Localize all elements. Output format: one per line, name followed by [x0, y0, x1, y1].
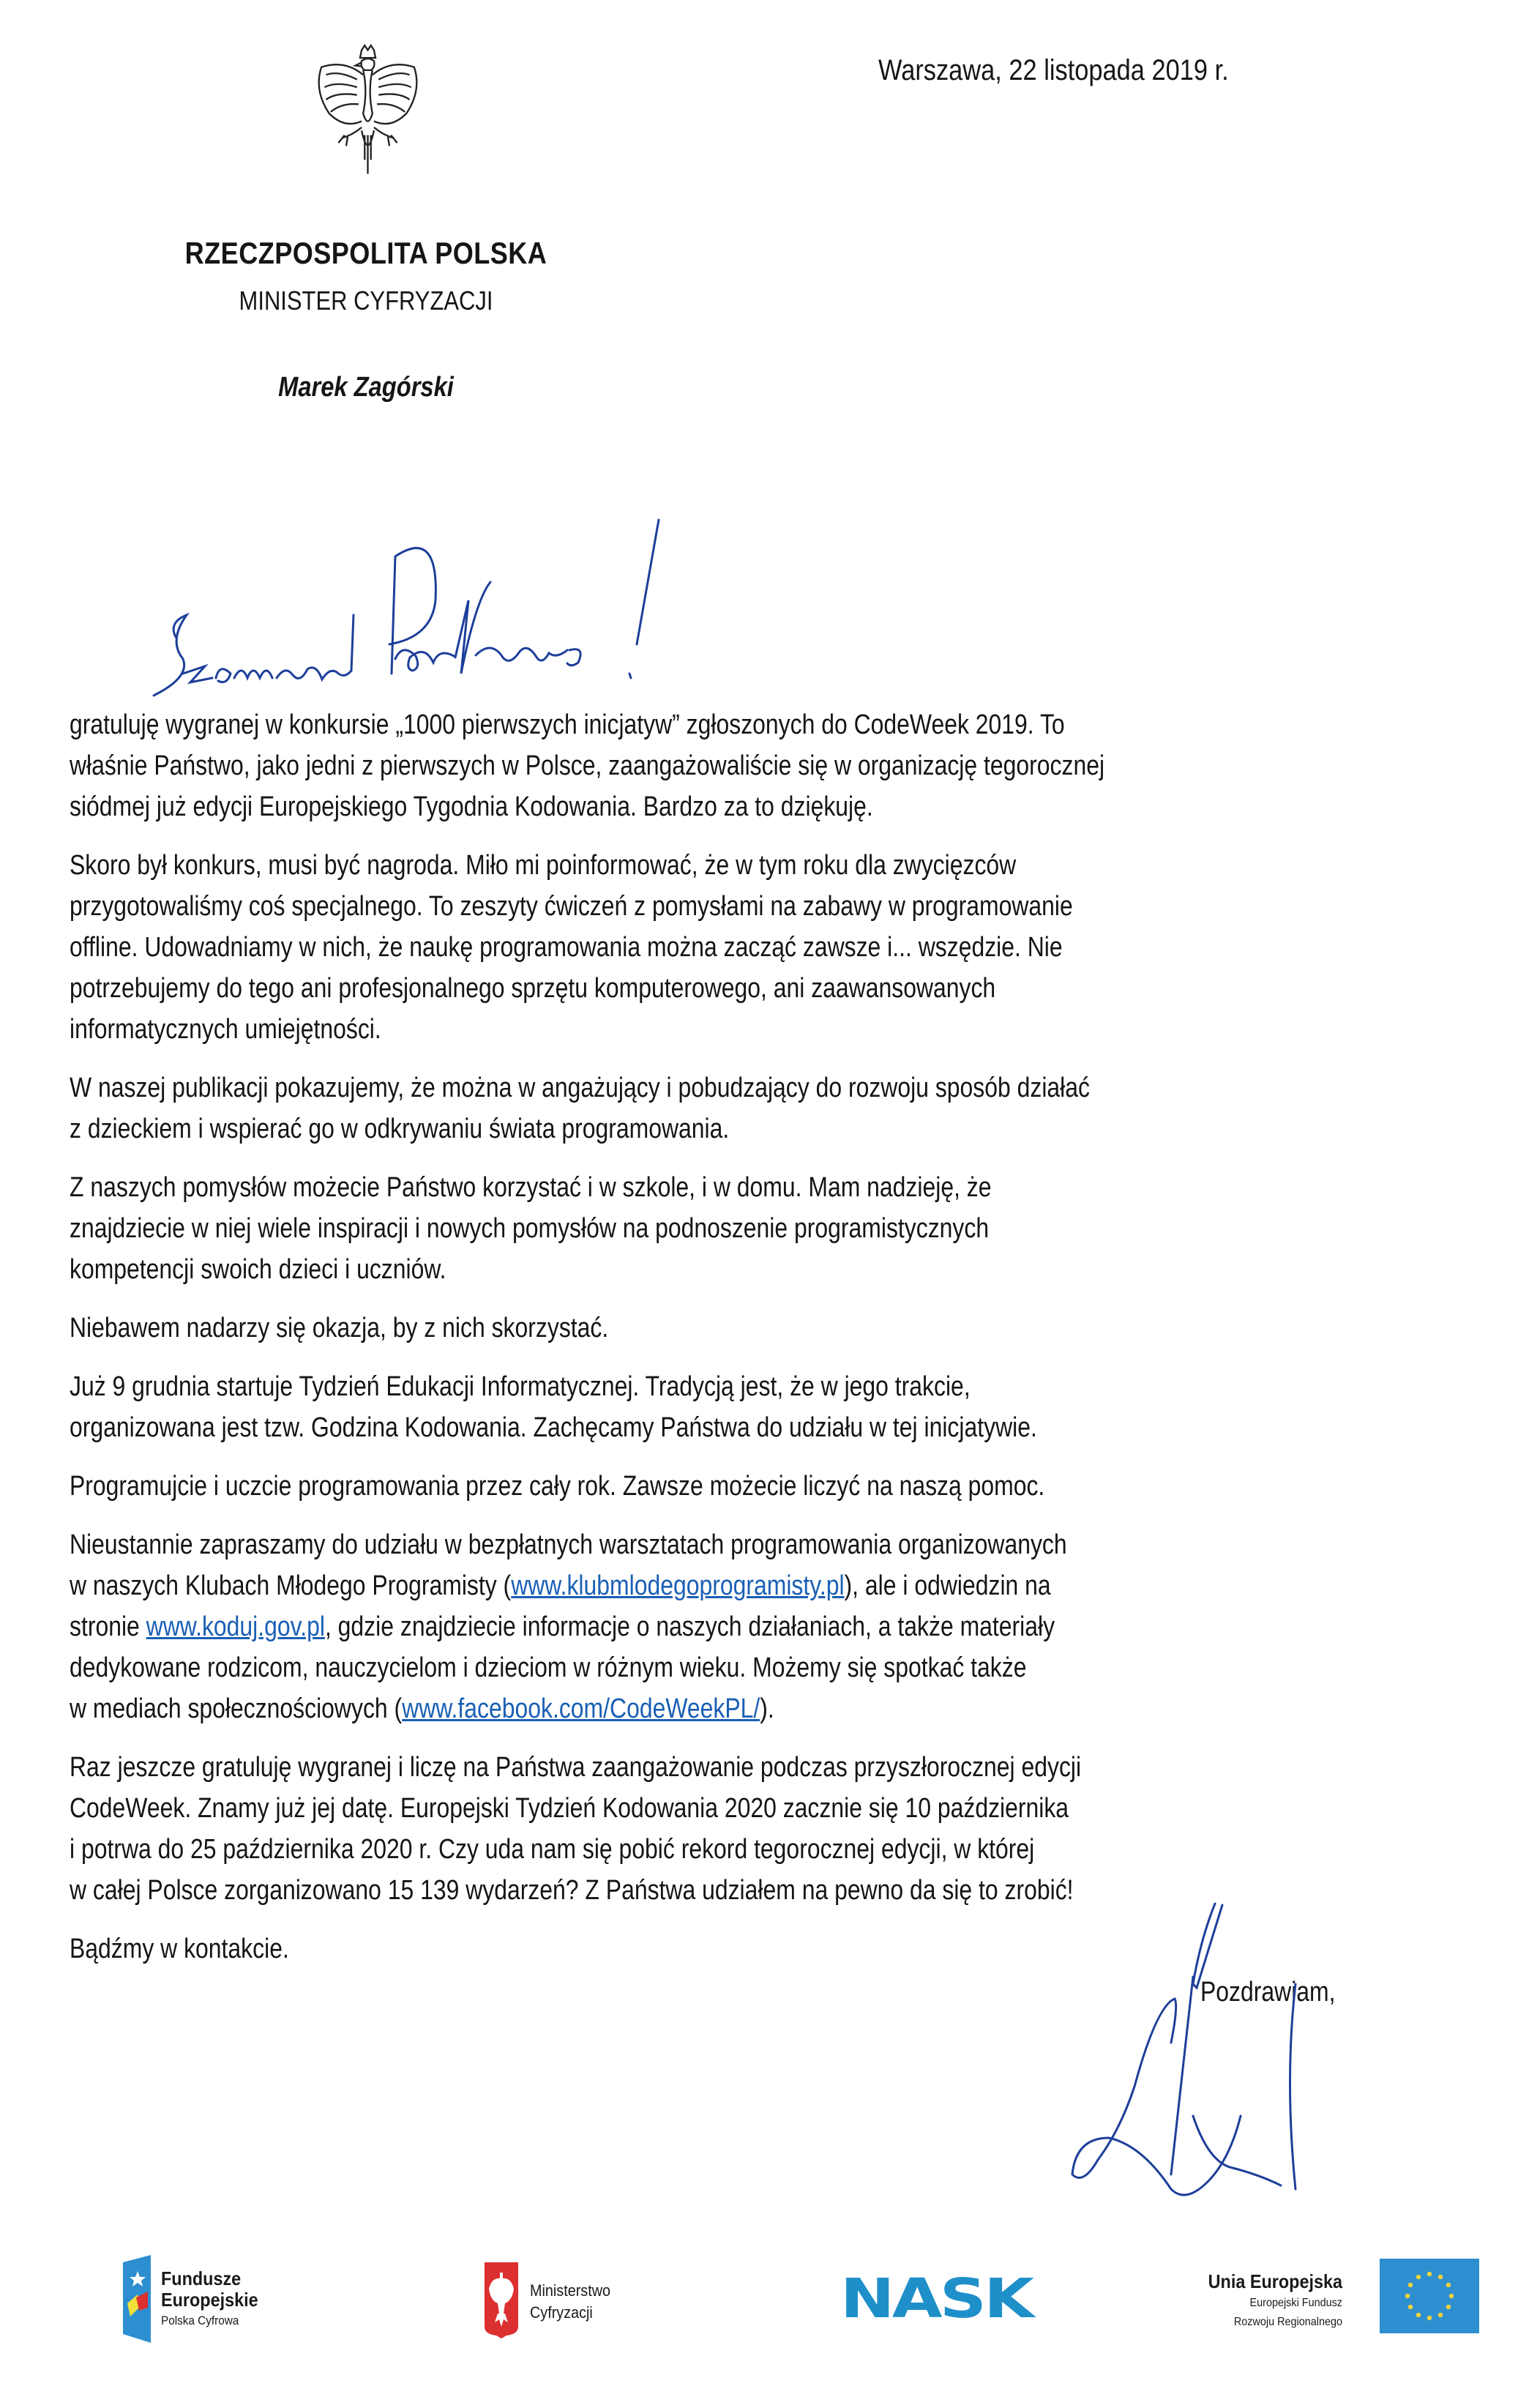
body-line: Raz jeszcze gratuluję wygranej i liczę na Państwa zaangażowanie podczas przyszłorocznej edycji [70, 1752, 1082, 1783]
handwritten-signature-icon [951, 1896, 1464, 2204]
logo-fundusze-europejskie [123, 2255, 401, 2343]
minister-name: Marek Zagórski [278, 372, 454, 403]
eu-star-icon [1438, 2275, 1443, 2279]
eu-star-icon [1446, 2283, 1451, 2287]
ministry-heading: MINISTER CYFRYZACJI [239, 286, 493, 316]
logo-line: Fundusze [161, 2267, 242, 2289]
eu-flag-icon [1380, 2259, 1479, 2333]
paragraph [70, 1747, 1518, 1911]
logo-line: Ministerstwo [530, 2281, 611, 2300]
text-fragment: w mediach społecznościowych ( [70, 1693, 403, 1724]
body-line: kompetencji swoich dzieci i uczniów. [70, 1254, 446, 1285]
eu-star-icon [1416, 2275, 1421, 2279]
body-line: Już 9 grudnia startuje Tydzień Edukacji Informatycznej. Tradycją jest, że w jego trakcie, [70, 1371, 971, 1402]
logo-line: Europejski Fundusz [1249, 2297, 1342, 2309]
paragraph [70, 1308, 1518, 1349]
logo-line: Europejskie [161, 2289, 258, 2311]
body-line [70, 1688, 1299, 1729]
eu-star-icon [1427, 2316, 1432, 2320]
body-line: siódmej już edycji Europejskiego Tygodnia Kodowania. Bardzo za to dziękuję. [70, 791, 873, 822]
body-line: Bądźmy w kontakcie. [70, 1934, 289, 1964]
body-line: znajdziecie w niej wiele inspiracji i nowych pomysłów na podnoszenie programistycznych [70, 1213, 990, 1244]
text-fragment: w naszych Klubach Młodego Programisty ( [70, 1570, 512, 1601]
logo-line: Rozwoju Regionalnego [1233, 2316, 1342, 2328]
paragraph [70, 1167, 1518, 1290]
logo-ministerstwo-cyfryzacji [485, 2262, 726, 2343]
body-line: Z naszych pomysłów możecie Państwo korzystać i w szkole, i w domu. Mam nadzieję, że [70, 1172, 992, 1203]
closing-text: Pozdrawiam, [1200, 1977, 1336, 2008]
body-line: Programujcie i uczcie programowania przez cały rok. Zawsze możecie liczyć na naszą pomoc. [70, 1471, 1045, 1502]
eu-star-icon [1405, 2294, 1410, 2298]
paragraph [70, 845, 1518, 1050]
republic-heading: RZECZPOSPOLITA POLSKA [184, 236, 547, 270]
fundusze-europejskie-flag-icon [123, 2255, 151, 2343]
logo-nask: NASK [840, 2267, 1032, 2330]
body-line: gratuluję wygranej w konkursie „1000 pierwszych inicjatyw” zgłoszonych do CodeWeek 2019. To [70, 709, 1065, 740]
body-line: i potrwa do 25 października 2020 r. Czy uda nam się pobić rekord tegorocznej edycji, w której [70, 1834, 1035, 1865]
body-line: Nieustannie zapraszamy do udziału w bezpłatnych warsztatach programowania organizowanych [70, 1529, 1067, 1560]
logo-unia-europejska [1171, 2259, 1478, 2347]
fundusze-europejskie-text [161, 2268, 258, 2331]
ministerstwo-cyfryzacji-text [530, 2280, 610, 2324]
body-line: właśnie Państwo, jako jedni z pierwszych w Polsce, zaangażowaliście się w organizację tegorocznej [70, 750, 1105, 781]
unia-europejska-text [1171, 2269, 1342, 2332]
eu-star-icon [1438, 2313, 1443, 2317]
body-line: dedykowane rodzicom, nauczycielom i dzieciom w różnym wieku. Możemy się spotkać także [70, 1652, 1027, 1683]
text-fragment: ), ale i odwiedzin na [844, 1570, 1051, 1601]
letter-date: Warszawa, 22 listopada 2019 r. [878, 54, 1229, 86]
eu-star-icon [1427, 2272, 1432, 2276]
body-line: W naszej publikacji pokazujemy, że można w angażujący i pobudzający do rozwoju sposób działać [70, 1073, 1090, 1103]
eu-star-icon [1449, 2294, 1454, 2298]
text-fragment: , gdzie znajdziecie informacje o naszych działaniach, a także materiały [324, 1611, 1055, 1642]
paragraph [70, 1366, 1518, 1448]
eu-star-icon [1408, 2305, 1413, 2309]
body-line: potrzebujemy do tego ani profesjonalnego sprzętu komputerowego, ani zaawansowanych [70, 973, 996, 1004]
body-line: z dzieckiem i wspierać go w odkrywaniu świata programowania. [70, 1114, 730, 1144]
body-line: w całej Polsce zorganizowano 15 139 wydarzeń? Z Państwa udziałem na pewno da się to zrobić! [70, 1875, 1074, 1906]
link-klub-mlodego-programisty[interactable]: www.klubmlodegoprogramisty.pl [511, 1570, 845, 1601]
logo-line: Cyfryzacji [530, 2303, 593, 2322]
body-line: Niebawem nadarzy się okazja, by z nich skorzystać. [70, 1313, 609, 1343]
body-line: przygotowaliśmy coś specjalnego. To zeszyty ćwiczeń z pomysłami na zabawy w programowanie [70, 891, 1073, 922]
body-line: offline. Udowadniamy w nich, że naukę programowania można zacząć zawsze i... wszędzie. Nie [70, 932, 1063, 963]
links-paragraph [70, 1524, 1518, 1729]
paragraph [70, 704, 1518, 827]
paragraph [70, 1466, 1518, 1507]
polish-eagle-emblem-icon [289, 44, 446, 183]
body-line: CodeWeek. Znamy już jej datę. Europejski Tydzień Kodowania 2020 zacznie się 10 października [70, 1793, 1069, 1824]
eu-star-icon [1416, 2313, 1421, 2317]
text-fragment: stronie [70, 1611, 146, 1642]
paragraph [70, 1067, 1518, 1149]
body-line: informatycznych umiejętności. [70, 1014, 381, 1045]
logo-line: Unia Europejska [1208, 2270, 1342, 2292]
text-fragment: ). [760, 1693, 774, 1724]
letter-body [70, 704, 1518, 1987]
link-facebook-codeweek[interactable]: www.facebook.com/CodeWeekPL/ [402, 1693, 760, 1724]
eu-star-icon [1408, 2283, 1413, 2287]
body-line: Skoro był konkurs, musi być nagroda. Miło mi poinformować, że w tym roku dla zwycięzców [70, 850, 1017, 881]
body-line [70, 1565, 1299, 1606]
polish-eagle-shield-icon [485, 2262, 518, 2338]
body-line [70, 1606, 1299, 1647]
body-line: organizowana jest tzw. Godzina Kodowania. Zachęcamy Państwa do udziału w tej inicjatywie. [70, 1412, 1037, 1443]
handwritten-salutation-icon [132, 512, 1083, 703]
link-koduj-gov[interactable]: www.koduj.gov.pl [146, 1611, 325, 1642]
eu-star-icon [1446, 2305, 1451, 2309]
logo-line: Polska Cyfrowa [161, 2314, 239, 2327]
